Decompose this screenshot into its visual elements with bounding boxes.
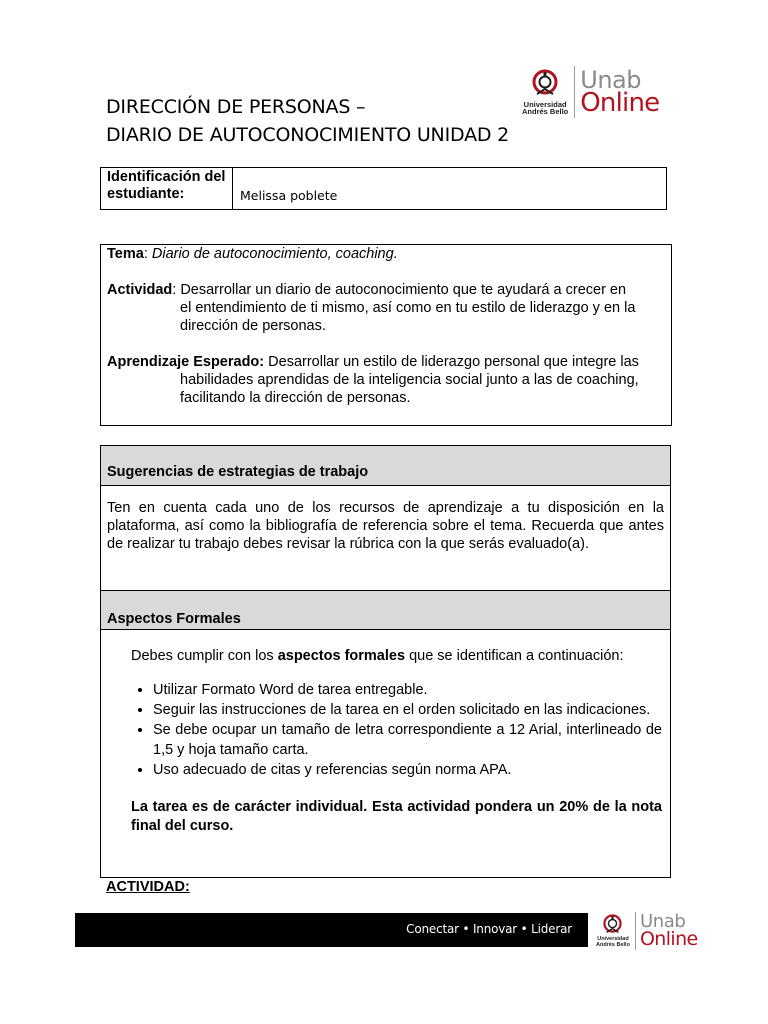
- actividad-label: Actividad: [107, 282, 173, 298]
- list-item: • Utilizar Formato Word de tarea entregable.: [153, 680, 662, 700]
- logo-divider: [574, 66, 575, 118]
- footer-university-name-line2: Andrés Bello: [596, 941, 630, 948]
- footer-logo-divider: [635, 912, 636, 950]
- footer-brand-unab: Unab: [639, 911, 686, 932]
- aspectos-intro: [131, 646, 662, 666]
- actividad-line1: Desarrollar un diario de autoconocimiento que te ayudará a crecer en: [180, 282, 627, 298]
- aprendizaje-line1: Desarrollar un estilo de liderazgo personal que integre las: [268, 354, 639, 370]
- student-label: Identificación del estudiante:: [101, 168, 233, 209]
- document-title-line2: DIARIO DE AUTOCONOCIMIENTO UNIDAD 2: [106, 124, 510, 146]
- university-seal-icon: [531, 69, 559, 99]
- list-item: • Se debe ocupar un tamaño de letra correspondiente a 12 Arial, interlineado de 1,5 y hoja tamaño carta.: [153, 720, 662, 760]
- sugerencias-section: [100, 445, 671, 591]
- student-name-field[interactable]: Melissa poblete: [240, 188, 338, 203]
- sugerencias-heading: Sugerencias de estrategias de trabajo: [101, 446, 670, 486]
- list-item: • Uso adecuado de citas y referencias según norma APA.: [153, 760, 662, 780]
- brand-online: Online: [580, 88, 660, 118]
- aprendizaje-rest: habilidades aprendidas de la inteligencia social junto a las de coaching, facilitando la dirección de personas.: [180, 372, 639, 406]
- unab-online-logo: [522, 66, 659, 118]
- aspectos-intro-bold: aspectos formales: [277, 648, 406, 664]
- student-identification-table: [100, 167, 667, 210]
- university-seal: [522, 69, 568, 116]
- footer-bar: [75, 913, 588, 947]
- university-seal-icon: [602, 914, 623, 936]
- document-title-line1: DIRECCIÓN DE PERSONAS –: [106, 96, 366, 118]
- university-name-line1: Universidad: [523, 99, 567, 109]
- sugerencias-text: Ten en cuenta cada uno de los recursos de aprendizaje a tu disposición en la plataforma, así como la bibliografía de referencia sobre el tema. Recuerda que antes de realizar tu trabajo debes revisar la rúbrica con la que serás evaluado(a).: [107, 500, 664, 552]
- university-name-line2: Andrés Bello: [522, 107, 569, 116]
- aspectos-list: [131, 680, 662, 780]
- brand-unab: Unab: [580, 66, 641, 94]
- aspectos-final-note: La tarea es de carácter individual. Esta actividad pondera un 20% de la nota final del curso.: [131, 799, 662, 834]
- tema-label: Tema: [107, 246, 144, 262]
- aspectos-intro-post: que se identifican a continuación:: [409, 648, 624, 664]
- actividad-heading: ACTIVIDAD:: [106, 879, 190, 895]
- footer-university-seal: [596, 914, 630, 948]
- footer-brand-online: Online: [639, 928, 698, 950]
- aspectos-formales-section: [100, 590, 671, 878]
- tema-section: Tema: Diario de autoconocimiento, coaching. Actividad: Desarrollar un diario de autoconocimiento que te ayudará a crecer en el entendimiento de ti mismo, así como en tu estilo de liderazgo y en la dirección de personas. Aprendizaje Esperado: Desarrollar un estilo de liderazgo personal que integre las habilidades aprendidas de la inteligencia social junto a las de coaching, facilitando la dirección de personas.: [100, 244, 672, 426]
- aprendizaje-label: Aprendizaje Esperado:: [107, 354, 265, 370]
- footer-unab-online-logo: [596, 912, 698, 950]
- footer-university-name-line1: Universidad: [597, 936, 629, 942]
- aspectos-intro-pre: Debes cumplir con los: [131, 648, 274, 664]
- list-item: • Seguir las instrucciones de la tarea en el orden solicitado en las indicaciones.: [153, 700, 662, 720]
- tema-value: Diario de autoconocimiento, coaching.: [151, 246, 398, 262]
- footer-slogan: Conectar • Innovar • Liderar: [406, 922, 572, 936]
- aspectos-heading: Aspectos Formales: [101, 591, 670, 630]
- actividad-rest: el entendimiento de ti mismo, así como en tu estilo de liderazgo y en la dirección de personas.: [180, 300, 636, 334]
